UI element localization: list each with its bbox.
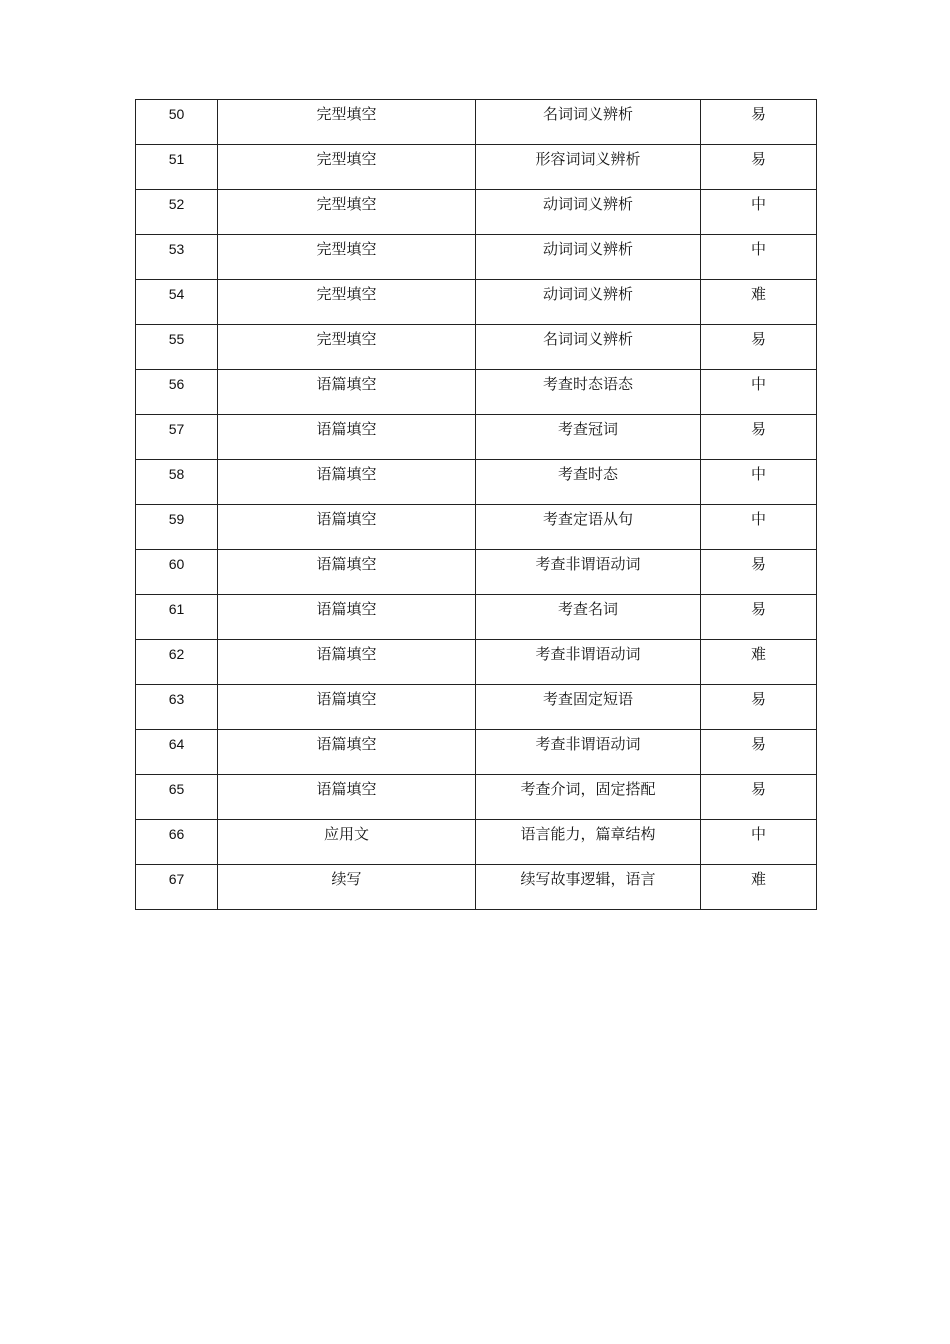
- knowledge-point-cell: 考查名词: [476, 595, 701, 640]
- knowledge-point-cell: 考查时态语态: [476, 370, 701, 415]
- table-row: [136, 145, 817, 190]
- knowledge-point-cell: 动词词义辨析: [476, 280, 701, 325]
- question-number-cell: 64: [136, 730, 218, 775]
- question-type-cell: 语篇填空: [218, 775, 476, 820]
- question-type-cell: 语篇填空: [218, 685, 476, 730]
- table-row: [136, 775, 817, 820]
- difficulty-cell: 难: [701, 280, 817, 325]
- table-row: [136, 550, 817, 595]
- difficulty-cell: 中: [701, 505, 817, 550]
- question-number-cell: 53: [136, 235, 218, 280]
- question-number-cell: 57: [136, 415, 218, 460]
- table-row: [136, 505, 817, 550]
- question-type-cell: 完型填空: [218, 325, 476, 370]
- question-type-cell: 续写: [218, 865, 476, 910]
- question-type-cell: 完型填空: [218, 190, 476, 235]
- question-number-cell: 66: [136, 820, 218, 865]
- difficulty-cell: 中: [701, 235, 817, 280]
- question-type-cell: 语篇填空: [218, 550, 476, 595]
- table-body: [136, 100, 817, 910]
- question-number-cell: 54: [136, 280, 218, 325]
- difficulty-cell: 易: [701, 595, 817, 640]
- question-number-cell: 59: [136, 505, 218, 550]
- knowledge-point-cell: 考查非谓语动词: [476, 730, 701, 775]
- knowledge-point-cell: 考查固定短语: [476, 685, 701, 730]
- difficulty-cell: 易: [701, 730, 817, 775]
- question-type-cell: 完型填空: [218, 235, 476, 280]
- question-number-cell: 56: [136, 370, 218, 415]
- question-number-cell: 58: [136, 460, 218, 505]
- difficulty-cell: 中: [701, 460, 817, 505]
- knowledge-point-cell: 名词词义辨析: [476, 100, 701, 145]
- question-type-cell: 语篇填空: [218, 415, 476, 460]
- question-number-cell: 63: [136, 685, 218, 730]
- question-number-cell: 61: [136, 595, 218, 640]
- question-number-cell: 62: [136, 640, 218, 685]
- difficulty-cell: 中: [701, 190, 817, 235]
- knowledge-point-cell: 考查介词，固定搭配: [476, 775, 701, 820]
- question-type-cell: 完型填空: [218, 145, 476, 190]
- table-row: [136, 685, 817, 730]
- knowledge-point-cell: 考查冠词: [476, 415, 701, 460]
- question-type-cell: 语篇填空: [218, 595, 476, 640]
- knowledge-point-cell: 考查非谓语动词: [476, 640, 701, 685]
- question-type-cell: 语篇填空: [218, 730, 476, 775]
- knowledge-point-cell: 考查时态: [476, 460, 701, 505]
- knowledge-point-cell: 形容词词义辨析: [476, 145, 701, 190]
- question-number-cell: 55: [136, 325, 218, 370]
- table-row: [136, 640, 817, 685]
- question-number-cell: 65: [136, 775, 218, 820]
- question-type-cell: 语篇填空: [218, 460, 476, 505]
- question-number-cell: 51: [136, 145, 218, 190]
- table-row: [136, 235, 817, 280]
- knowledge-point-cell: 语言能力，篇章结构: [476, 820, 701, 865]
- question-type-cell: 完型填空: [218, 100, 476, 145]
- knowledge-point-cell: 动词词义辨析: [476, 235, 701, 280]
- question-analysis-table: [135, 99, 817, 910]
- question-number-cell: 52: [136, 190, 218, 235]
- question-number-cell: 60: [136, 550, 218, 595]
- difficulty-cell: 中: [701, 820, 817, 865]
- table-row: [136, 280, 817, 325]
- knowledge-point-cell: 续写故事逻辑，语言: [476, 865, 701, 910]
- difficulty-cell: 易: [701, 145, 817, 190]
- table-row: [136, 190, 817, 235]
- table-row: [136, 595, 817, 640]
- table-row: [136, 865, 817, 910]
- difficulty-cell: 易: [701, 775, 817, 820]
- knowledge-point-cell: 名词词义辨析: [476, 325, 701, 370]
- question-type-cell: 语篇填空: [218, 505, 476, 550]
- question-type-cell: 语篇填空: [218, 640, 476, 685]
- table-row: [136, 370, 817, 415]
- difficulty-cell: 易: [701, 100, 817, 145]
- question-type-cell: 语篇填空: [218, 370, 476, 415]
- difficulty-cell: 中: [701, 370, 817, 415]
- knowledge-point-cell: 动词词义辨析: [476, 190, 701, 235]
- table-row: [136, 730, 817, 775]
- question-type-cell: 完型填空: [218, 280, 476, 325]
- knowledge-point-cell: 考查非谓语动词: [476, 550, 701, 595]
- table-row: [136, 100, 817, 145]
- difficulty-cell: 难: [701, 865, 817, 910]
- difficulty-cell: 易: [701, 325, 817, 370]
- knowledge-point-cell: 考查定语从句: [476, 505, 701, 550]
- table-row: [136, 820, 817, 865]
- difficulty-cell: 难: [701, 640, 817, 685]
- table-row: [136, 415, 817, 460]
- question-number-cell: 67: [136, 865, 218, 910]
- question-number-cell: 50: [136, 100, 218, 145]
- difficulty-cell: 易: [701, 550, 817, 595]
- difficulty-cell: 易: [701, 685, 817, 730]
- difficulty-cell: 易: [701, 415, 817, 460]
- question-type-cell: 应用文: [218, 820, 476, 865]
- table-row: [136, 325, 817, 370]
- table-row: [136, 460, 817, 505]
